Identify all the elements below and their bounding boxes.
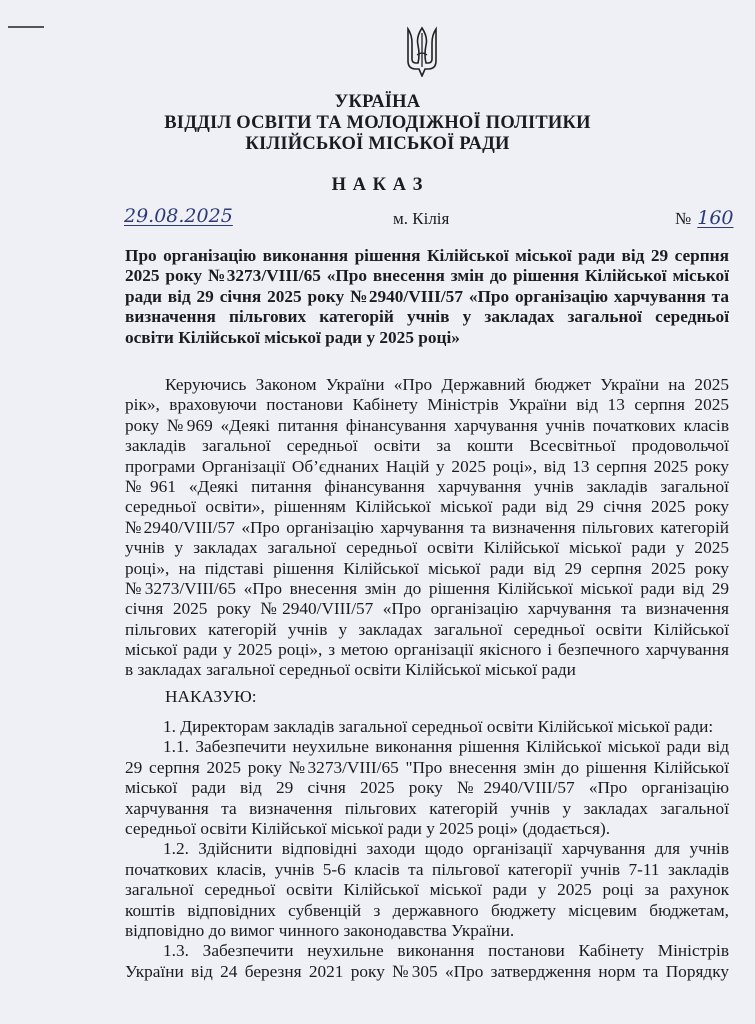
title-line: 2025 року №3273/VIII/65 «Про внесення змін до рішення Кілійської міської <box>125 266 729 286</box>
handwritten-number: 160 <box>697 207 734 229</box>
header-country: УКРАЇНА <box>334 92 421 112</box>
order-section <box>125 687 729 707</box>
header-council: КІЛІЙСЬКОЇ МІСЬКОЇ РАДИ <box>245 134 510 154</box>
item-1-2-line: коштів відповідних субвенцій з державного бюджету місцевим бюджетам, <box>125 900 729 920</box>
order-word: НАКАЗУЮ: <box>165 687 257 706</box>
preamble-line: рік», враховуючи постанови Кабінету Міністрів України від 13 серпня 2025 <box>125 395 729 415</box>
item-1-1-line: 29 серпня 2025 року №3273/VIII/65 "Про внесення змін до рішення Кілійської <box>125 757 729 777</box>
preamble-line: закладів загальної середньої освіти за кошти Всесвітньої продовольчої <box>125 436 729 456</box>
preamble-line: учнів у закладах загальної середньої освіти Кілійської міської ради у 2025 <box>125 538 729 558</box>
order-items <box>125 717 729 982</box>
order-number <box>675 207 734 229</box>
item-1-2-line: 1.2. Здійснити відповідні заходи щодо організації харчування для учнів <box>163 839 729 859</box>
item-1-2-line: відповідно до вимог чинного законодавства України. <box>125 920 515 940</box>
preamble-line: року №969 «Деякі питання фінансування харчування учнів початкових класів <box>125 415 729 435</box>
item-1-1-line: середньої освіти Кілійської міської ради у 2025 році» (додається). <box>125 818 611 838</box>
title-line: освіти Кілійської міської ради у 2025 році» <box>125 327 460 347</box>
preamble-line: середньої освіти», рішенням Кілійської міської ради від 29 січня 2025 року <box>125 497 729 517</box>
item-1-1-line: 1.1. Забезпечити неухильне виконання рішення Кілійської міської ради від <box>163 737 729 757</box>
preamble-line: пільгових категорій учнів у закладах загальної середньої освіти Кілійської <box>125 619 729 639</box>
doc-type: Н А К А З <box>331 175 424 195</box>
item-1-3-line: України від 24 березня 2021 року №305 «Про затвердження норм та Порядку <box>125 961 729 981</box>
preamble-line: січня 2025 року №2940/VIII/57 «Про організацію харчування та визначення <box>125 599 729 619</box>
title-line: Про організацію виконання рішення Кілійської міської ради від 29 серпня <box>125 246 729 265</box>
number-label: № <box>675 209 692 228</box>
date-city-number-row <box>0 203 755 233</box>
preamble-line: №2940/VIII/57 «Про організацію харчування та визначення пільгових категорій <box>125 517 729 537</box>
handwritten-date: 29.08.2025 <box>124 205 233 227</box>
title-line: ради від 29 січня 2025 року №2940/VIII/57 «Про організацію харчування та <box>125 286 729 306</box>
preamble-line: №3273/VIII/65 «Про внесення змін до рішення Кілійської міської ради від 29 <box>125 578 729 598</box>
city: м. Кілія <box>393 209 450 228</box>
preamble-line: програми Організації Об’єднаних Націй у 2025 році», від 13 серпня 2025 року <box>125 456 729 476</box>
preamble <box>125 375 729 681</box>
item-1-2-line: загальної середньої освіти Кілійської міської ради у 2025 році за рахунок <box>125 880 729 900</box>
document-title <box>125 245 729 347</box>
item-1-1-line: харчування та визначення пільгових категорій учнів у закладах загальної <box>125 798 729 818</box>
title-line: визначення пільгових категорій учнів у закладах загальної середньої <box>125 307 729 327</box>
header-department: ВІДДІЛ ОСВІТИ ТА МОЛОДІЖНОЇ ПОЛІТИКИ <box>164 113 591 133</box>
preamble-line: в закладах загальної середньої освіти Кілійської міської ради <box>125 660 576 680</box>
item-1-1-line: міської ради від 29 січня 2025 року №2940/VIII/57 «Про організацію <box>125 778 729 798</box>
item-1: 1. Директорам закладів загальної середньої освіти Кілійської міської ради: <box>163 717 714 736</box>
preamble-line: році», на підставі рішення Кілійської міської ради від 29 серпня 2025 року <box>125 558 729 578</box>
item-1-2-line: початкових класів, учнів 5-6 класів та пільгової категорії учнів 7-11 закладів <box>125 859 729 879</box>
trident-emblem-icon <box>405 25 439 77</box>
item-1-3-line: 1.3. Забезпечити неухильне виконання постанови Кабінету Міністрів <box>163 941 729 961</box>
preamble-line: Керуючись Законом України «Про Державний бюджет України на 2025 <box>165 375 729 394</box>
scan-mark <box>8 26 44 28</box>
preamble-line: міської ради у 2025 році», з метою організації якісного і безпечного харчування <box>125 640 729 660</box>
preamble-line: №961 «Деякі питання фінансування харчування учнів закладів загальної <box>125 476 729 496</box>
